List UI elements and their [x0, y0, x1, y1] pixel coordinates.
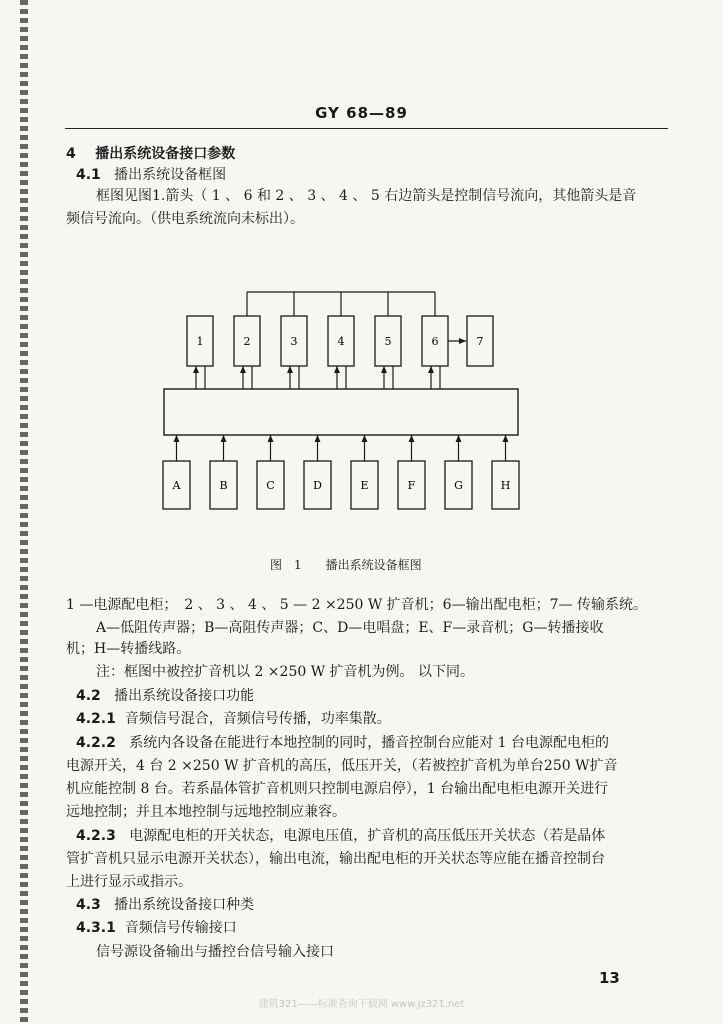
- arrow-head: [459, 338, 466, 344]
- section-4-3-heading: [76, 897, 254, 913]
- paragraph-line: 频信号流向。（供电系统流向未标出）。: [66, 211, 304, 227]
- section-4-2-heading: [76, 688, 254, 704]
- box-label: 6: [431, 335, 439, 348]
- section-4-1-number: 4.1: [76, 167, 101, 183]
- source-box-e: [351, 461, 378, 509]
- section-4-1-title: 播出系统设备框图: [114, 167, 227, 183]
- source-box-g: [445, 461, 472, 509]
- section-4-2-2-first-line: [76, 735, 609, 751]
- source-box-c: [257, 461, 284, 509]
- box-label: A: [172, 479, 181, 492]
- arrow-head: [193, 366, 199, 373]
- source-box-d: [304, 461, 331, 509]
- paragraph-line: 机应能控制 8 台。若系晶体管扩音机则只控制电源启停），1 台输出配电柜电源开关进行: [66, 781, 609, 797]
- section-4-3-1-title: 音频信号传输接口: [124, 920, 237, 936]
- device-box-2: [234, 316, 260, 366]
- arrow-head: [221, 435, 227, 442]
- device-box-4: [328, 316, 354, 366]
- device-box-7: [467, 316, 493, 366]
- control-console-box: [164, 389, 518, 435]
- box-label: 3: [290, 335, 298, 348]
- box-label: 1: [196, 335, 204, 348]
- box-label: 7: [476, 335, 484, 348]
- box-label: C: [266, 479, 275, 492]
- section-4-3-title: 播出系统设备接口种类: [114, 897, 255, 913]
- source-box-a: [163, 461, 190, 509]
- legend-line: 机；H—转播线路。: [66, 641, 191, 657]
- section-4-2-3-text: 电源配电柜的开关状态，电源电压值，扩音机的高压低压开关状态（若是晶体: [129, 828, 606, 844]
- section-4-2-1-number: 4.2.1: [76, 711, 116, 727]
- section-4-2-1-text: 音频信号混合，音频信号传播，功率集散。: [124, 711, 391, 727]
- box-label: 2: [243, 335, 251, 348]
- section-4-number: 4: [66, 146, 76, 162]
- legend-line: A—低阻传声器；B—高阻传声器；C、D—电唱盘；E、F—录音机；G—转播接收: [96, 620, 604, 636]
- paragraph-line: 电源开关，4 台 2 ×250 W 扩音机的高压，低压开关，（若被控扩音机为单台250 W扩音: [66, 758, 618, 774]
- page-number: 13: [599, 969, 620, 987]
- paragraph-line: 框图见图1.箭头（ 1 、 6 和 2 、 3 、 4 、 5 右边箭头是控制信号流向，其他箭头是音: [96, 188, 637, 204]
- box-label: G: [454, 479, 463, 492]
- box-label: H: [500, 479, 511, 492]
- arrow-head: [428, 366, 434, 373]
- paragraph-line: 管扩音机只显示电源开关状态），输出电流，输出配电柜的开关状态等应能在播音控制台: [66, 851, 605, 867]
- figure-note: 注：框图中被控扩音机以 2 ×250 W 扩音机为例。 以下同。: [96, 664, 474, 680]
- box-label: D: [313, 479, 322, 492]
- paragraph-line: 上进行显示或指示。: [66, 874, 192, 890]
- section-4-title: 播出系统设备接口参数: [95, 146, 236, 162]
- arrow-head: [287, 366, 293, 373]
- box-label: F: [407, 479, 416, 492]
- section-4-2-title: 播出系统设备接口功能: [114, 688, 255, 704]
- arrow-head: [268, 435, 274, 442]
- figure-caption: 图 1 播出系统设备框图: [270, 558, 422, 572]
- arrow-head: [315, 435, 321, 442]
- source-box-f: [398, 461, 425, 509]
- source-box-h: [492, 461, 519, 509]
- arrow-head: [503, 435, 509, 442]
- arrow-head: [174, 435, 180, 442]
- box-label: 4: [337, 335, 345, 348]
- section-4-2-3-first-line: [76, 828, 605, 844]
- box-label: E: [360, 479, 369, 492]
- box-label: 5: [384, 335, 392, 348]
- section-4-3-1-number: 4.3.1: [76, 920, 116, 936]
- section-4-2-number: 4.2: [76, 688, 101, 704]
- device-box-6: [422, 316, 448, 366]
- device-box-1: [187, 316, 213, 366]
- watermark: 建筑321——标准查询下载网 www.jz321.net: [258, 999, 465, 1010]
- section-4-2-2-number: 4.2.2: [76, 735, 116, 751]
- arrow-head: [362, 435, 368, 442]
- section-4-2-1: [76, 711, 391, 727]
- arrow-head: [240, 366, 246, 373]
- arrow-head: [334, 366, 340, 373]
- box-label: B: [219, 479, 228, 492]
- arrow-head: [456, 435, 462, 442]
- device-box-5: [375, 316, 401, 366]
- arrow-head: [381, 366, 387, 373]
- legend-line: 1 —电源配电柜； 2 、 3 、 4 、 5 — 2 ×250 W 扩音机；6—输出配电柜；7— 传输系统。: [66, 597, 647, 613]
- section-4-2-3-number: 4.2.3: [76, 828, 116, 844]
- standard-header: GY 68—89: [315, 104, 408, 122]
- paragraph-line: 远地控制；并且本地控制与远地控制应兼容。: [66, 804, 346, 820]
- section-4-3-number: 4.3: [76, 897, 101, 913]
- section-4-3-1-heading: [76, 920, 237, 936]
- section-4-2-2-text: 系统内各设备在能进行本地控制的同时，播音控制台应能对 1 台电源配电柜的: [129, 735, 610, 751]
- arrow-head: [409, 435, 415, 442]
- source-box-b: [210, 461, 237, 509]
- device-box-3: [281, 316, 307, 366]
- paragraph-line: 信号源设备输出与播控台信号输入接口: [96, 944, 334, 960]
